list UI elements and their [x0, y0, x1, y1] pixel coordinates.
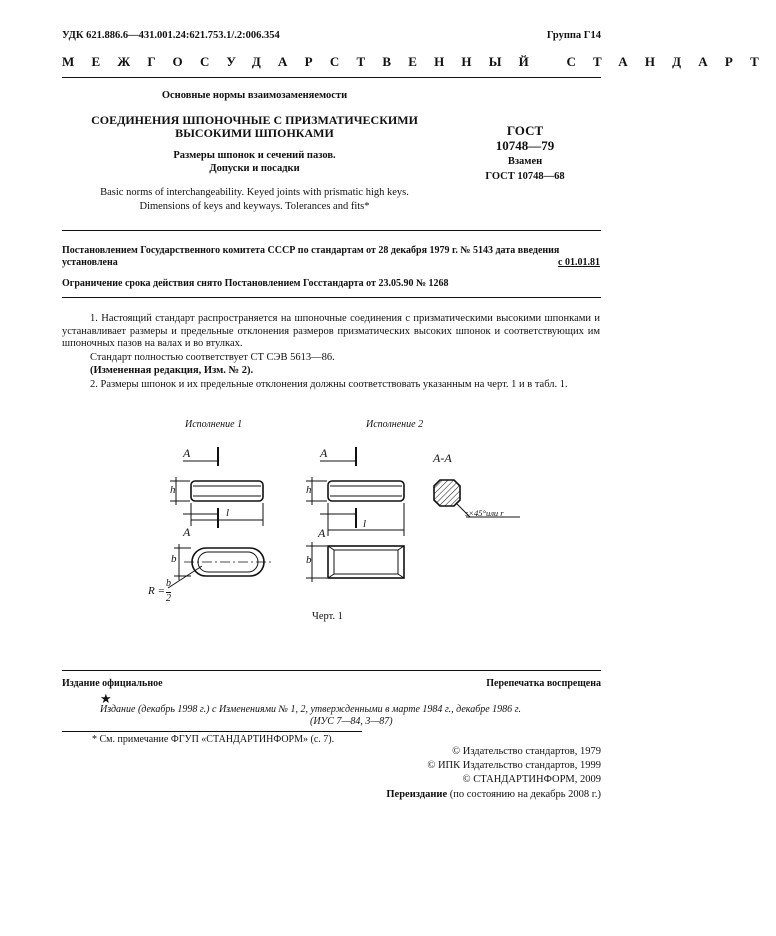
version-1-plan-view: [168, 544, 272, 588]
figure-caption: Черт. 1: [312, 611, 343, 622]
english-title-line-1: Basic norms of interchangeability. Keyed joints with prismatic high keys.: [100, 187, 409, 198]
ius-note: (ИУС 7—84, 3—87): [310, 716, 393, 727]
copyright-2009: © СТАНДАРТИНФОРМ, 2009: [462, 774, 601, 785]
section-label: А-А: [433, 451, 452, 465]
figure-label-frac-num: b: [166, 578, 171, 589]
copyright-1999: © ИПК Издательство стандартов, 1999: [427, 760, 601, 771]
gost-number: 10748—79: [495, 138, 555, 153]
figure-label-h-1: h: [170, 484, 176, 496]
copyright-1979: © Издательство стандартов, 1979: [452, 746, 601, 757]
group-code: Группа Г14: [546, 30, 601, 41]
basic-norms-heading: Основные нормы взаимозаменяемости: [161, 90, 348, 101]
version-2-plan-view: [306, 542, 404, 582]
validity-limit-note: Ограничение срока действия снято Постановлением Госстандарта от 23.05.90 № 1268: [62, 278, 449, 289]
figure-label-a-top-2: А: [320, 446, 328, 460]
footnote: * См. примечание ФГУП «СТАНДАРТИНФОРМ» (с. 7).: [92, 734, 335, 745]
figure-label-b-1: b: [171, 553, 177, 565]
english-title-line-2: Dimensions of keys and keyways. Tolerances and fits*: [139, 201, 370, 212]
version-1-caption: Исполнение 1: [185, 419, 243, 430]
figure-label-a-bottom-2: А: [318, 526, 326, 540]
subtitle-line-2: Допуски и посадки: [209, 163, 300, 174]
gost-label: ГОСТ: [506, 123, 544, 138]
paragraph-revision: (Измененная редакция, Изм. № 2).: [90, 365, 254, 376]
replaced-standard: ГОСТ 10748—68: [485, 171, 565, 182]
figure-label-b-2: b: [306, 554, 312, 566]
version-2-caption: Исполнение 2: [366, 419, 424, 430]
figure-label-l-1: l: [226, 507, 230, 519]
interstate-standard-heading: МЕЖГОСУДАРСТВЕННЫЙ СТАНДАРТ: [62, 54, 776, 69]
figure-label-r: R =: [148, 585, 165, 597]
decree-line-2-left: установлена: [62, 257, 118, 268]
decree-line-1: Постановлением Государственного комитета СССР по стандартам от 28 декабря 1979 г. № 5143 дата введения: [62, 245, 560, 256]
effective-date: с 01.01.81: [558, 257, 600, 268]
title-line-1: СОЕДИНЕНИЯ ШПОНОЧНЫЕ С ПРИЗМАТИЧЕСКИМИ: [91, 113, 418, 127]
title-line-2: ВЫСОКИМИ ШПОНКАМИ: [175, 126, 334, 140]
reprint-prohibited: Перепечатка воспрещена: [486, 678, 601, 689]
figure-label-l-2: l: [363, 518, 367, 530]
figure-label-frac-den: 2: [166, 593, 171, 604]
paragraph-2: 2. Размеры шпонок и их предельные отклонения должны соответствовать указанным на черт. 1 и в табл. 1.: [90, 379, 568, 390]
footnote-rule: [62, 731, 362, 732]
footer-rule: [62, 670, 601, 671]
reissue-label: Переиздание: [386, 789, 448, 800]
subtitle-line-1: Размеры шпонок и сечений пазов.: [173, 150, 336, 161]
edition-note: Издание (декабрь 1998 г.) с Изменениями № 1, 2, утвержденными в марте 1984 г., декабре 1986 г.: [100, 704, 521, 715]
udk-code: УДК 621.886.6—431.001.24:621.753.1/.2:006.354: [62, 30, 280, 41]
reissue-note: [386, 789, 601, 800]
paragraph-1: 1. Настоящий стандарт распространяется на шпоночные соединения с призматическими высокими шпонками и устанавливает размеры и предельные отклонения размеров призматических высоких шпонок и соответствующих им шпоночных пазов на валах и во втулках.: [62, 313, 600, 349]
paragraph-compliance: Стандарт полностью соответствует СТ СЭВ 5613—86.: [90, 352, 335, 363]
figure-label-a-top-1: А: [183, 446, 191, 460]
reissue-date: (по состоянию на декабрь 2008 г.): [447, 789, 601, 800]
official-edition: Издание официальное: [62, 678, 163, 689]
figure-label-a-bottom-1: А: [183, 525, 191, 539]
figure-label-h-2: h: [306, 484, 312, 496]
replaces-label: Взамен: [507, 156, 543, 167]
star-icon: ★: [100, 691, 112, 706]
chamfer-label: s×45°или r: [465, 508, 504, 518]
